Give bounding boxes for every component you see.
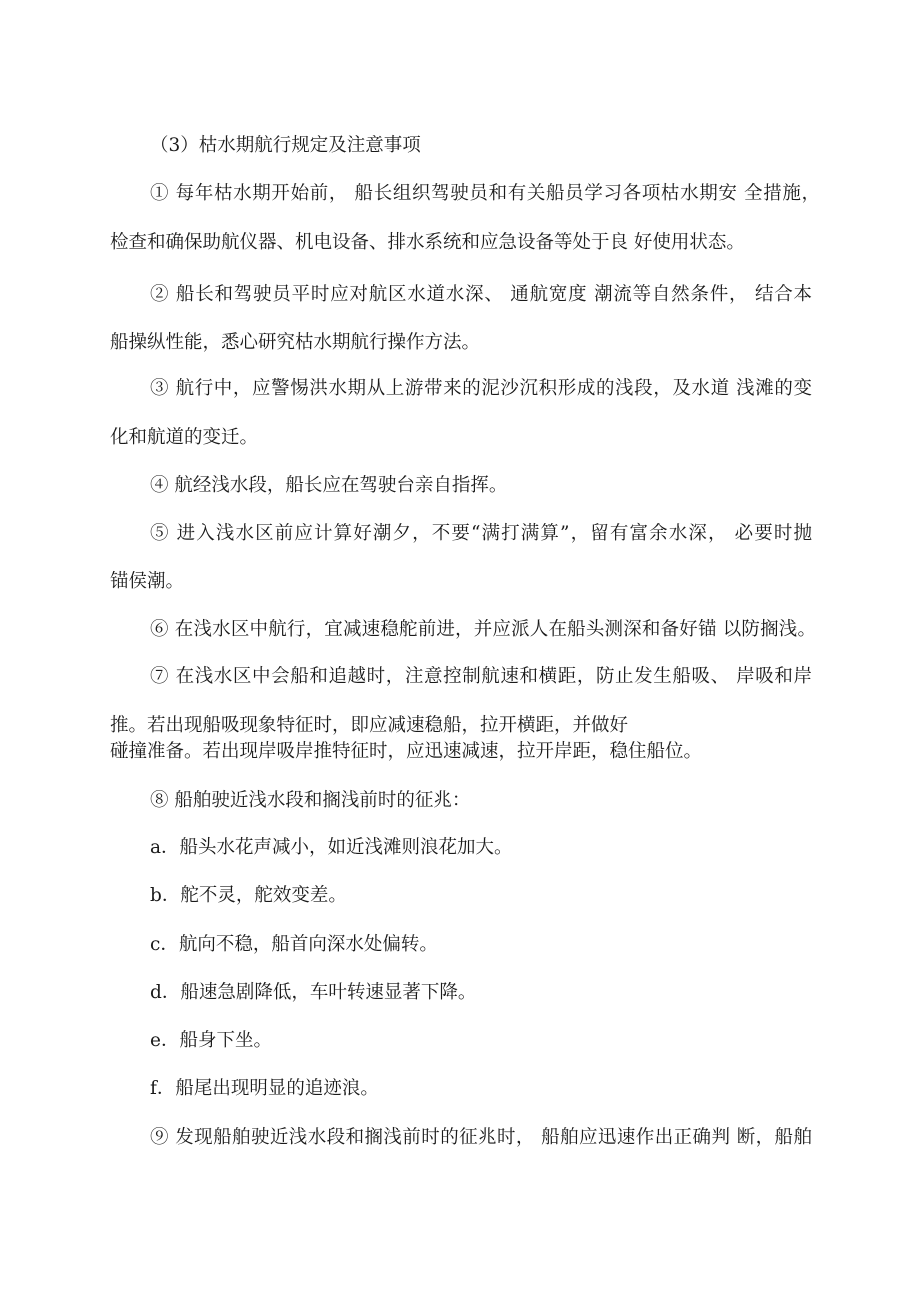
paragraph-line: ⑤ 进入浅水区前应计算好潮夕，不要“满打满算”，留有富余水深， 必要时抛 [150,523,812,544]
paragraph-line: 检查和确保助航仪器、机电设备、排水系统和应急设备等处于良 好使用状态。 [110,232,745,253]
paragraph-line: 碰撞准备。若出现岸吸岸推特征时，应迅速减速，拉开岸距，稳住船位。 [110,741,703,762]
paragraph-line: ③ 航行中，应警惕洪水期从上游带来的泥沙沉积形成的浅段，及水道 浅滩的变 [150,378,812,399]
paragraph-line: ⑧ 船舶驶近浅水段和搁浅前时的征兆： [150,790,471,811]
paragraph-line: 船操纵性能，悉心研究枯水期航行操作方法。 [110,332,481,353]
list-item: a．船头水花声减小，如近浅滩则浪花加大。 [150,837,513,858]
list-item: b．舵不灵，舵效变差。 [150,885,347,906]
paragraph-line: ① 每年枯水期开始前， 船长组织驾驶员和有关船员学习各项枯水期安 全措施， [150,183,820,204]
list-item: c．航向不稳，船首向深水处偏转。 [150,934,438,955]
paragraph-line: ④ 航经浅水段，船长应在驾驶台亲自指挥。 [150,475,508,496]
paragraph-line: ② 船长和驾驶员平时应对航区水道水深、 通航宽度 潮流等自然条件， 结合本 [150,284,812,305]
paragraph-line: ⑨ 发现船舶驶近浅水段和搁浅前时的征兆时， 船舶应迅速作出正确判 断，船舶 [150,1127,812,1148]
section-heading: （3）枯水期航行规定及注意事项 [150,135,421,156]
paragraph-line: ⑥ 在浅水区中航行，宜减速稳舵前进，并应派人在船头测深和备好锚 以防搁浅。 [150,619,816,640]
paragraph-line: ⑦ 在浅水区中会船和追越时，注意控制航速和横距，防止发生船吸、 岸吸和岸 [150,666,812,687]
paragraph-line: 锚侯潮。 [110,571,185,592]
list-item: e．船身下坐。 [150,1030,272,1051]
paragraph-line: 推。若出现船吸现象特征时，即应减速稳船，拉开横距，并做好 [110,715,629,736]
list-item: d．船速急剧降低，车叶转速显著下降。 [150,982,477,1003]
paragraph-line: 化和航道的变迁。 [110,427,259,448]
list-item: f．船尾出现明显的追迹浪。 [150,1078,379,1099]
